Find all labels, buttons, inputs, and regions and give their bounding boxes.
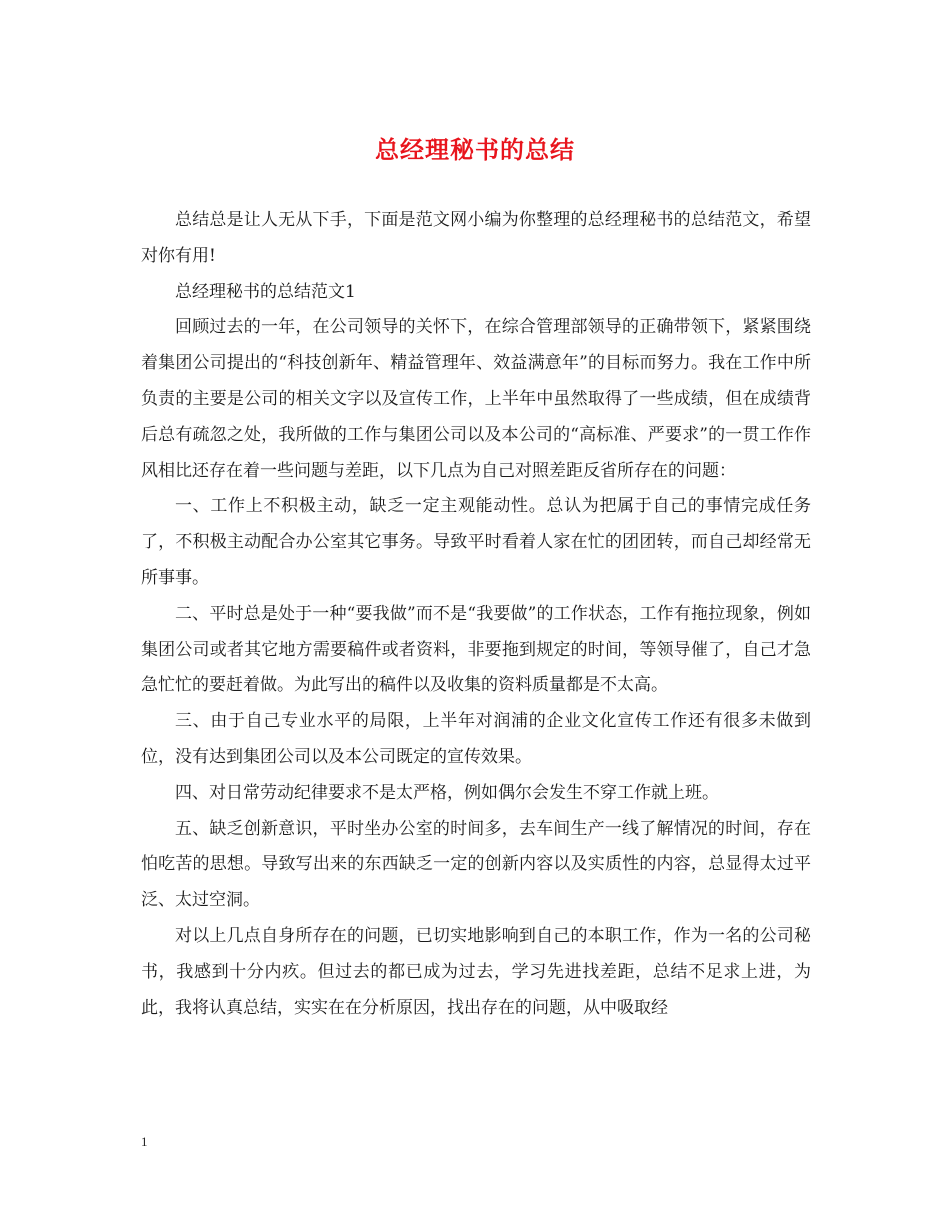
issue-1-paragraph: 一、工作上不积极主动，缺乏一定主观能动性。总认为把属于自己的事情完成任务了，不积极主动配合办公室其它事务。导致平时看着人家在忙的团团转，而自己却经常无所事事。 (141, 496, 811, 588)
issue-5-paragraph: 五、缺乏创新意识，平时坐办公室的时间多，去车间生产一线了解情况的时间，存在怕吃苦的思想。导致写出来的东西缺乏一定的创新内容以及实质性的内容，总显得太过平泛、太过空洞。 (141, 818, 811, 911)
review-paragraph: 回顾过去的一年，在公司领导的关怀下，在综合管理部领导的正确带领下，紧紧围绕着集团公司提出的“科技创新年、精益管理年、效益满意年”的目标而努力。我在工作中所负责的主要是公司的相关文字以及宣传工作，上半年中虽然取得了一些成绩，但在成绩背后总有疏忽之处，我所做的工作与集团公司以及本公司的“高标准、严要求”的一贯工作作风相比还存在着一些问题与差距，以下几点为自己对照差距反省所存在的问题： (141, 317, 811, 481)
issue-2-paragraph: 二、平时总是处于一种“要我做”而不是“我要做”的工作状态，工作有拖拉现象，例如集团公司或者其它地方需要稿件或者资料，非要拖到规定的时间，等领导催了，自己才急急忙忙的要赶着做。为此写出的稿件以及收集的资料质量都是不太高。 (141, 603, 811, 696)
document-body (141, 203, 811, 1026)
intro-paragraph: 总结总是让人无从下手，下面是范文网小编为你整理的总经理秘书的总结范文，希望对你有用! (141, 210, 811, 266)
issue-4-paragraph: 四、对日常劳动纪律要求不是太严格，例如偶尔会发生不穿工作就上班。 (175, 782, 719, 803)
document-title: 总经理秘书的总结 (375, 135, 575, 164)
conclusion-paragraph: 对以上几点自身所存在的问题，已切实地影响到自己的本职工作，作为一名的公司秘书，我感到十分内疚。但过去的都已成为过去，学习先进找差距，总结不足求上进，为此，我将认真总结，实实在在分析原因，找出存在的问题，从中吸取经 (141, 925, 811, 1018)
issue-3-paragraph: 三、由于自己专业水平的局限，上半年对润浦的企业文化宣传工作还有很多未做到位，没有达到集团公司以及本公司既定的宣传效果。 (141, 711, 811, 767)
section-heading: 总经理秘书的总结范文1 (175, 281, 356, 302)
page-number: 1 (141, 1134, 148, 1149)
